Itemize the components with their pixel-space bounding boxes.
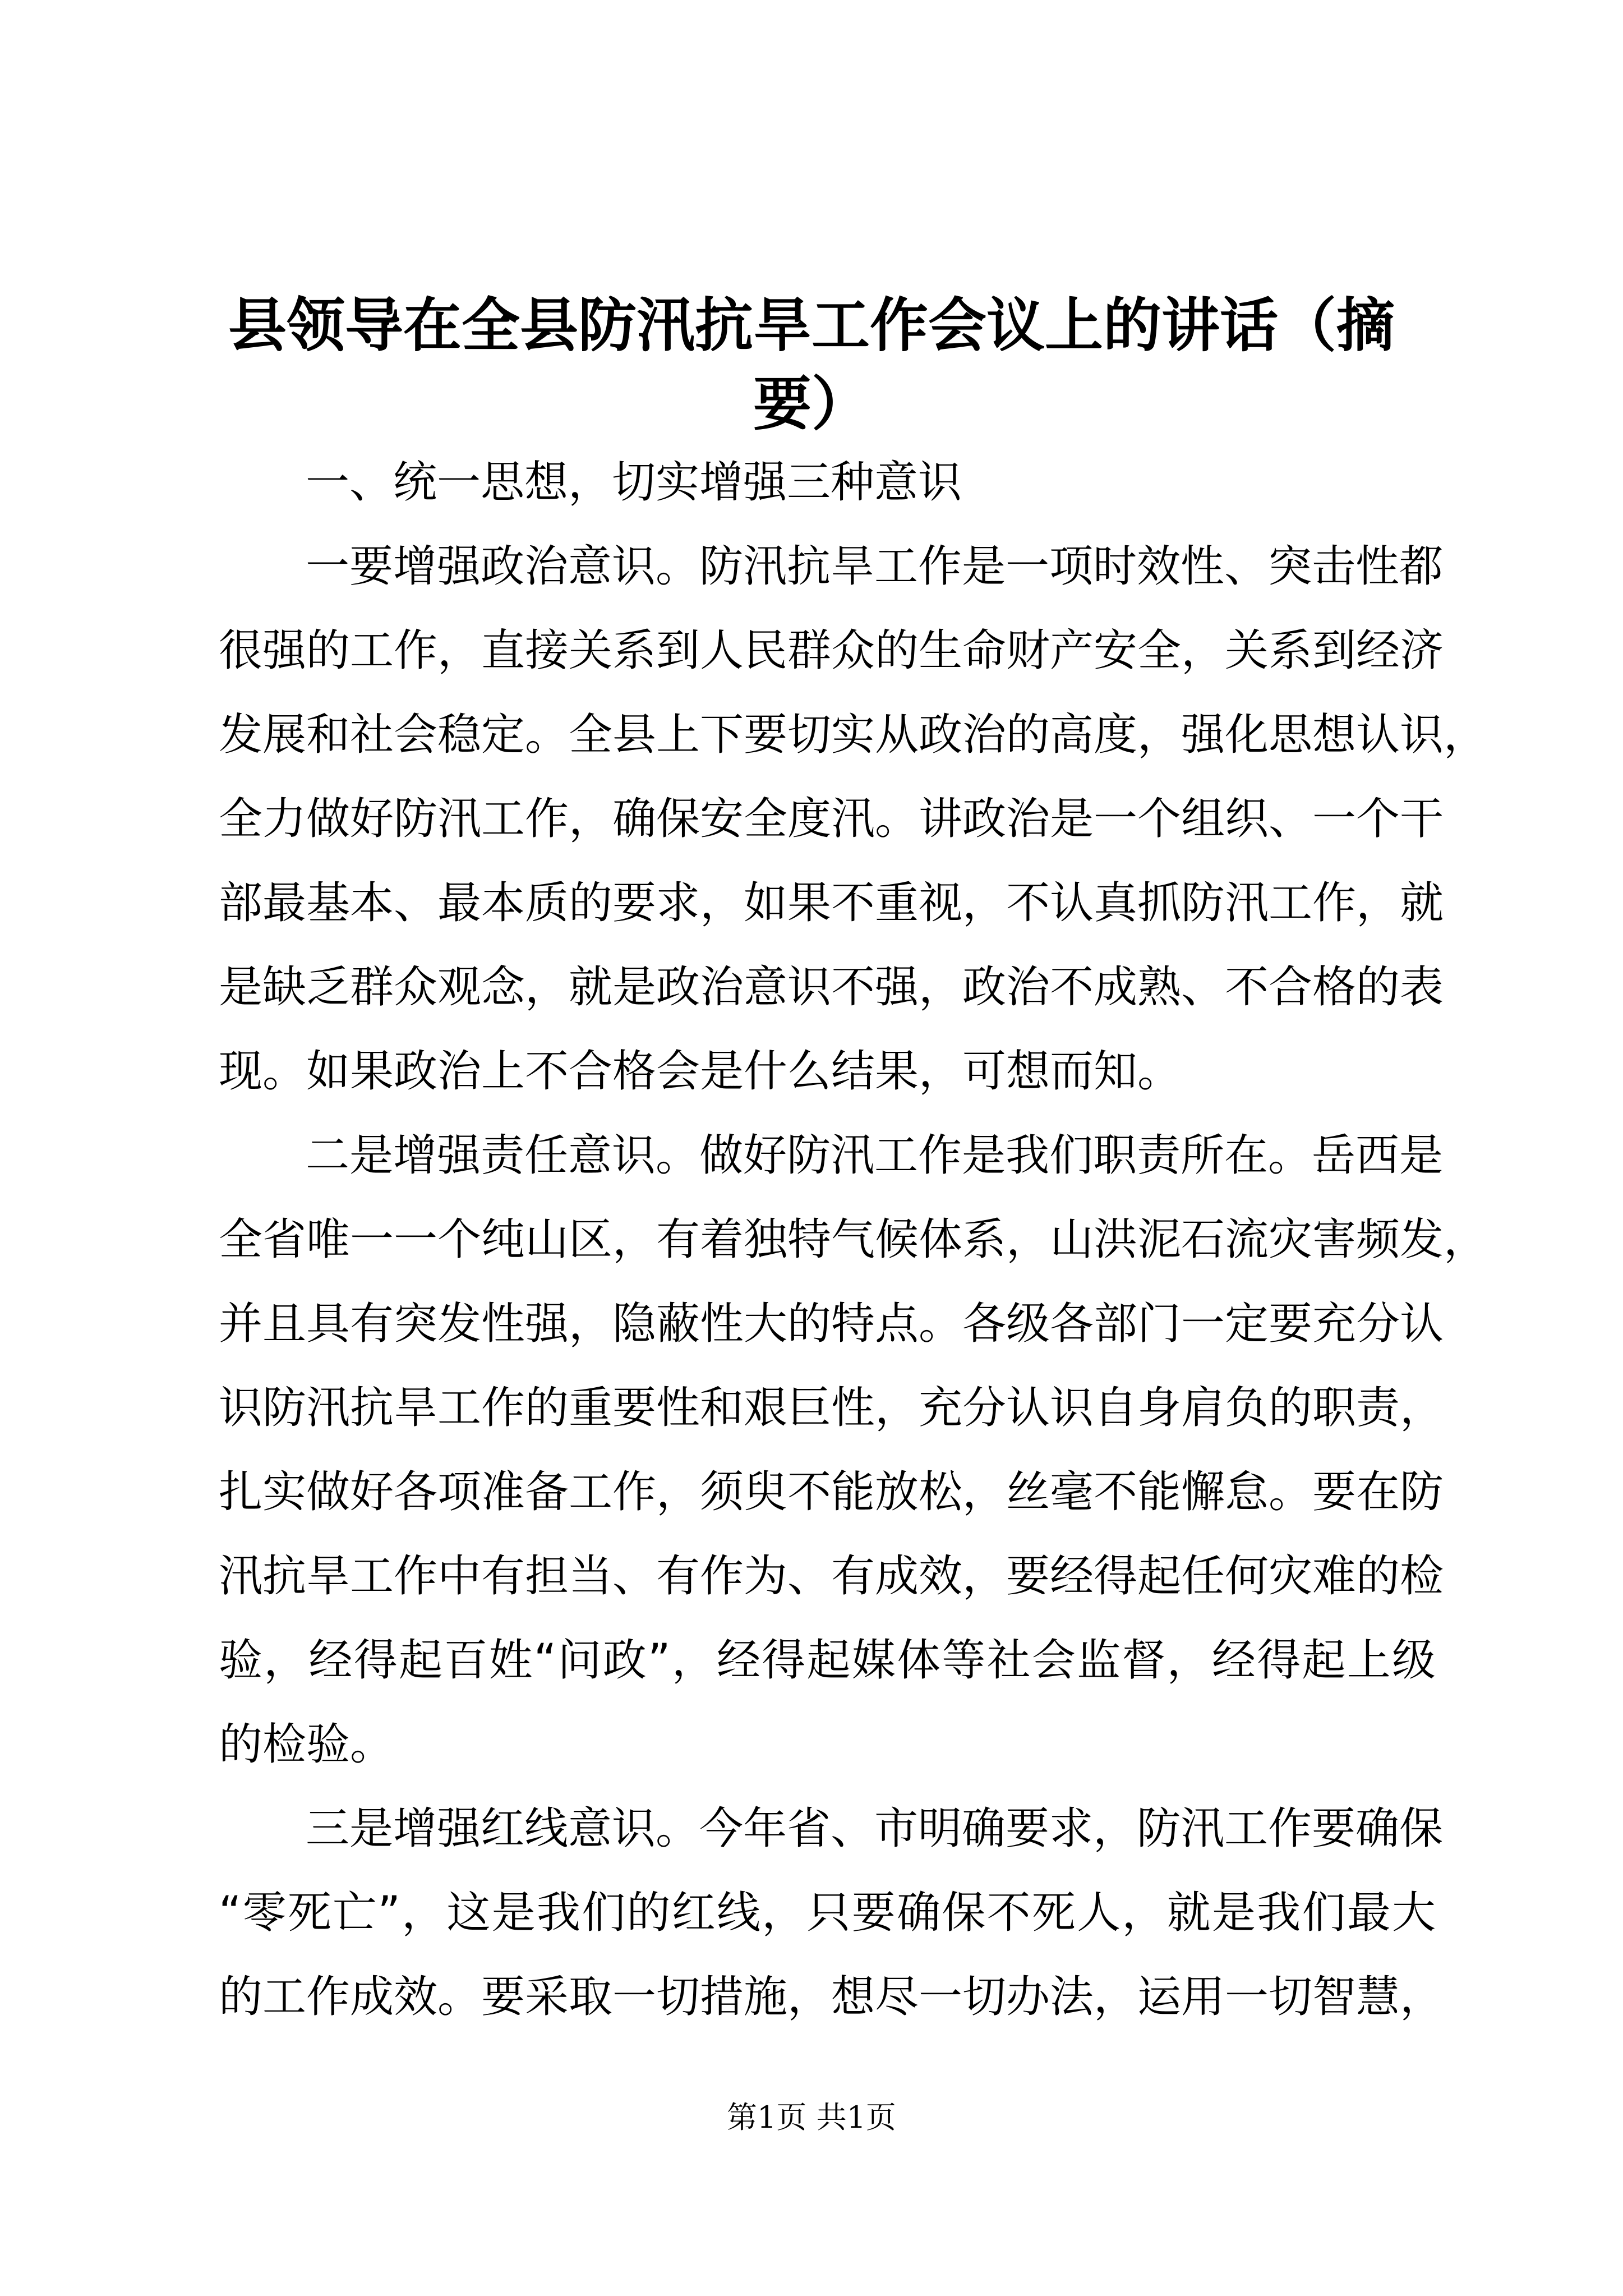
section-heading: 一、统一思想，切实增强三种意识	[306, 457, 962, 508]
paragraph-line: 二是增强责任意识。做好防汛工作是我们职责所在。岳西是	[306, 1130, 1444, 1181]
paragraph-line: 识防汛抗旱工作的重要性和艰巨性，充分认识自身肩负的职责，	[219, 1383, 1444, 1433]
document-title-line-2: 要）	[753, 369, 870, 438]
paragraph-line: 的检验。	[219, 1719, 394, 1770]
paragraph-line: 很强的工作，直接关系到人民群众的生命财产安全，关系到经济	[219, 625, 1444, 676]
paragraph-line: 部最基本、最本质的要求，如果不重视，不认真抓防汛工作，就	[219, 878, 1444, 928]
paragraph-line: 三是增强红线意识。今年省、市明确要求，防汛工作要确保	[306, 1803, 1444, 1854]
paragraph-line: 汛抗旱工作中有担当、有作为、有成效，要经得起任何灾难的检	[219, 1551, 1444, 1602]
paragraph-line: 全力做好防汛工作，确保安全度汛。讲政治是一个组织、一个干	[219, 794, 1444, 844]
page-footer: 第1页 共1页	[727, 2100, 896, 2135]
paragraph-line: 是缺乏群众观念，就是政治意识不强，政治不成熟、不合格的表	[219, 962, 1444, 1013]
paragraph-line: “零死亡”，这是我们的红线，只要确保不死人，就是我们最大	[219, 1888, 1436, 1938]
paragraph-line: 发展和社会稳定。全县上下要切实从政治的高度，强化思想认识，	[219, 710, 1488, 760]
paragraph-line: 并且具有突发性强，隐蔽性大的特点。各级各部门一定要充分认	[219, 1299, 1444, 1349]
paragraph-line: 一要增强政治意识。防汛抗旱工作是一项时效性、突击性都	[306, 541, 1444, 592]
paragraph-line: 验，经得起百姓“问政”，经得起媒体等社会监督，经得起上级	[219, 1635, 1436, 1686]
paragraph-line: 的工作成效。要采取一切措施，想尽一切办法，运用一切智慧，	[219, 1972, 1444, 2022]
paragraph-line: 扎实做好各项准备工作，须臾不能放松，丝毫不能懈怠。要在防	[219, 1467, 1444, 1517]
paragraph-line: 全省唯一一个纯山区，有着独特气候体系，山洪泥石流灾害频发，	[219, 1214, 1488, 1265]
document-title-line-1: 县领导在全县防汛抗旱工作会议上的讲话（摘	[228, 291, 1395, 360]
paragraph-line: 现。如果政治上不合格会是什么结果，可想而知。	[219, 1046, 1182, 1097]
